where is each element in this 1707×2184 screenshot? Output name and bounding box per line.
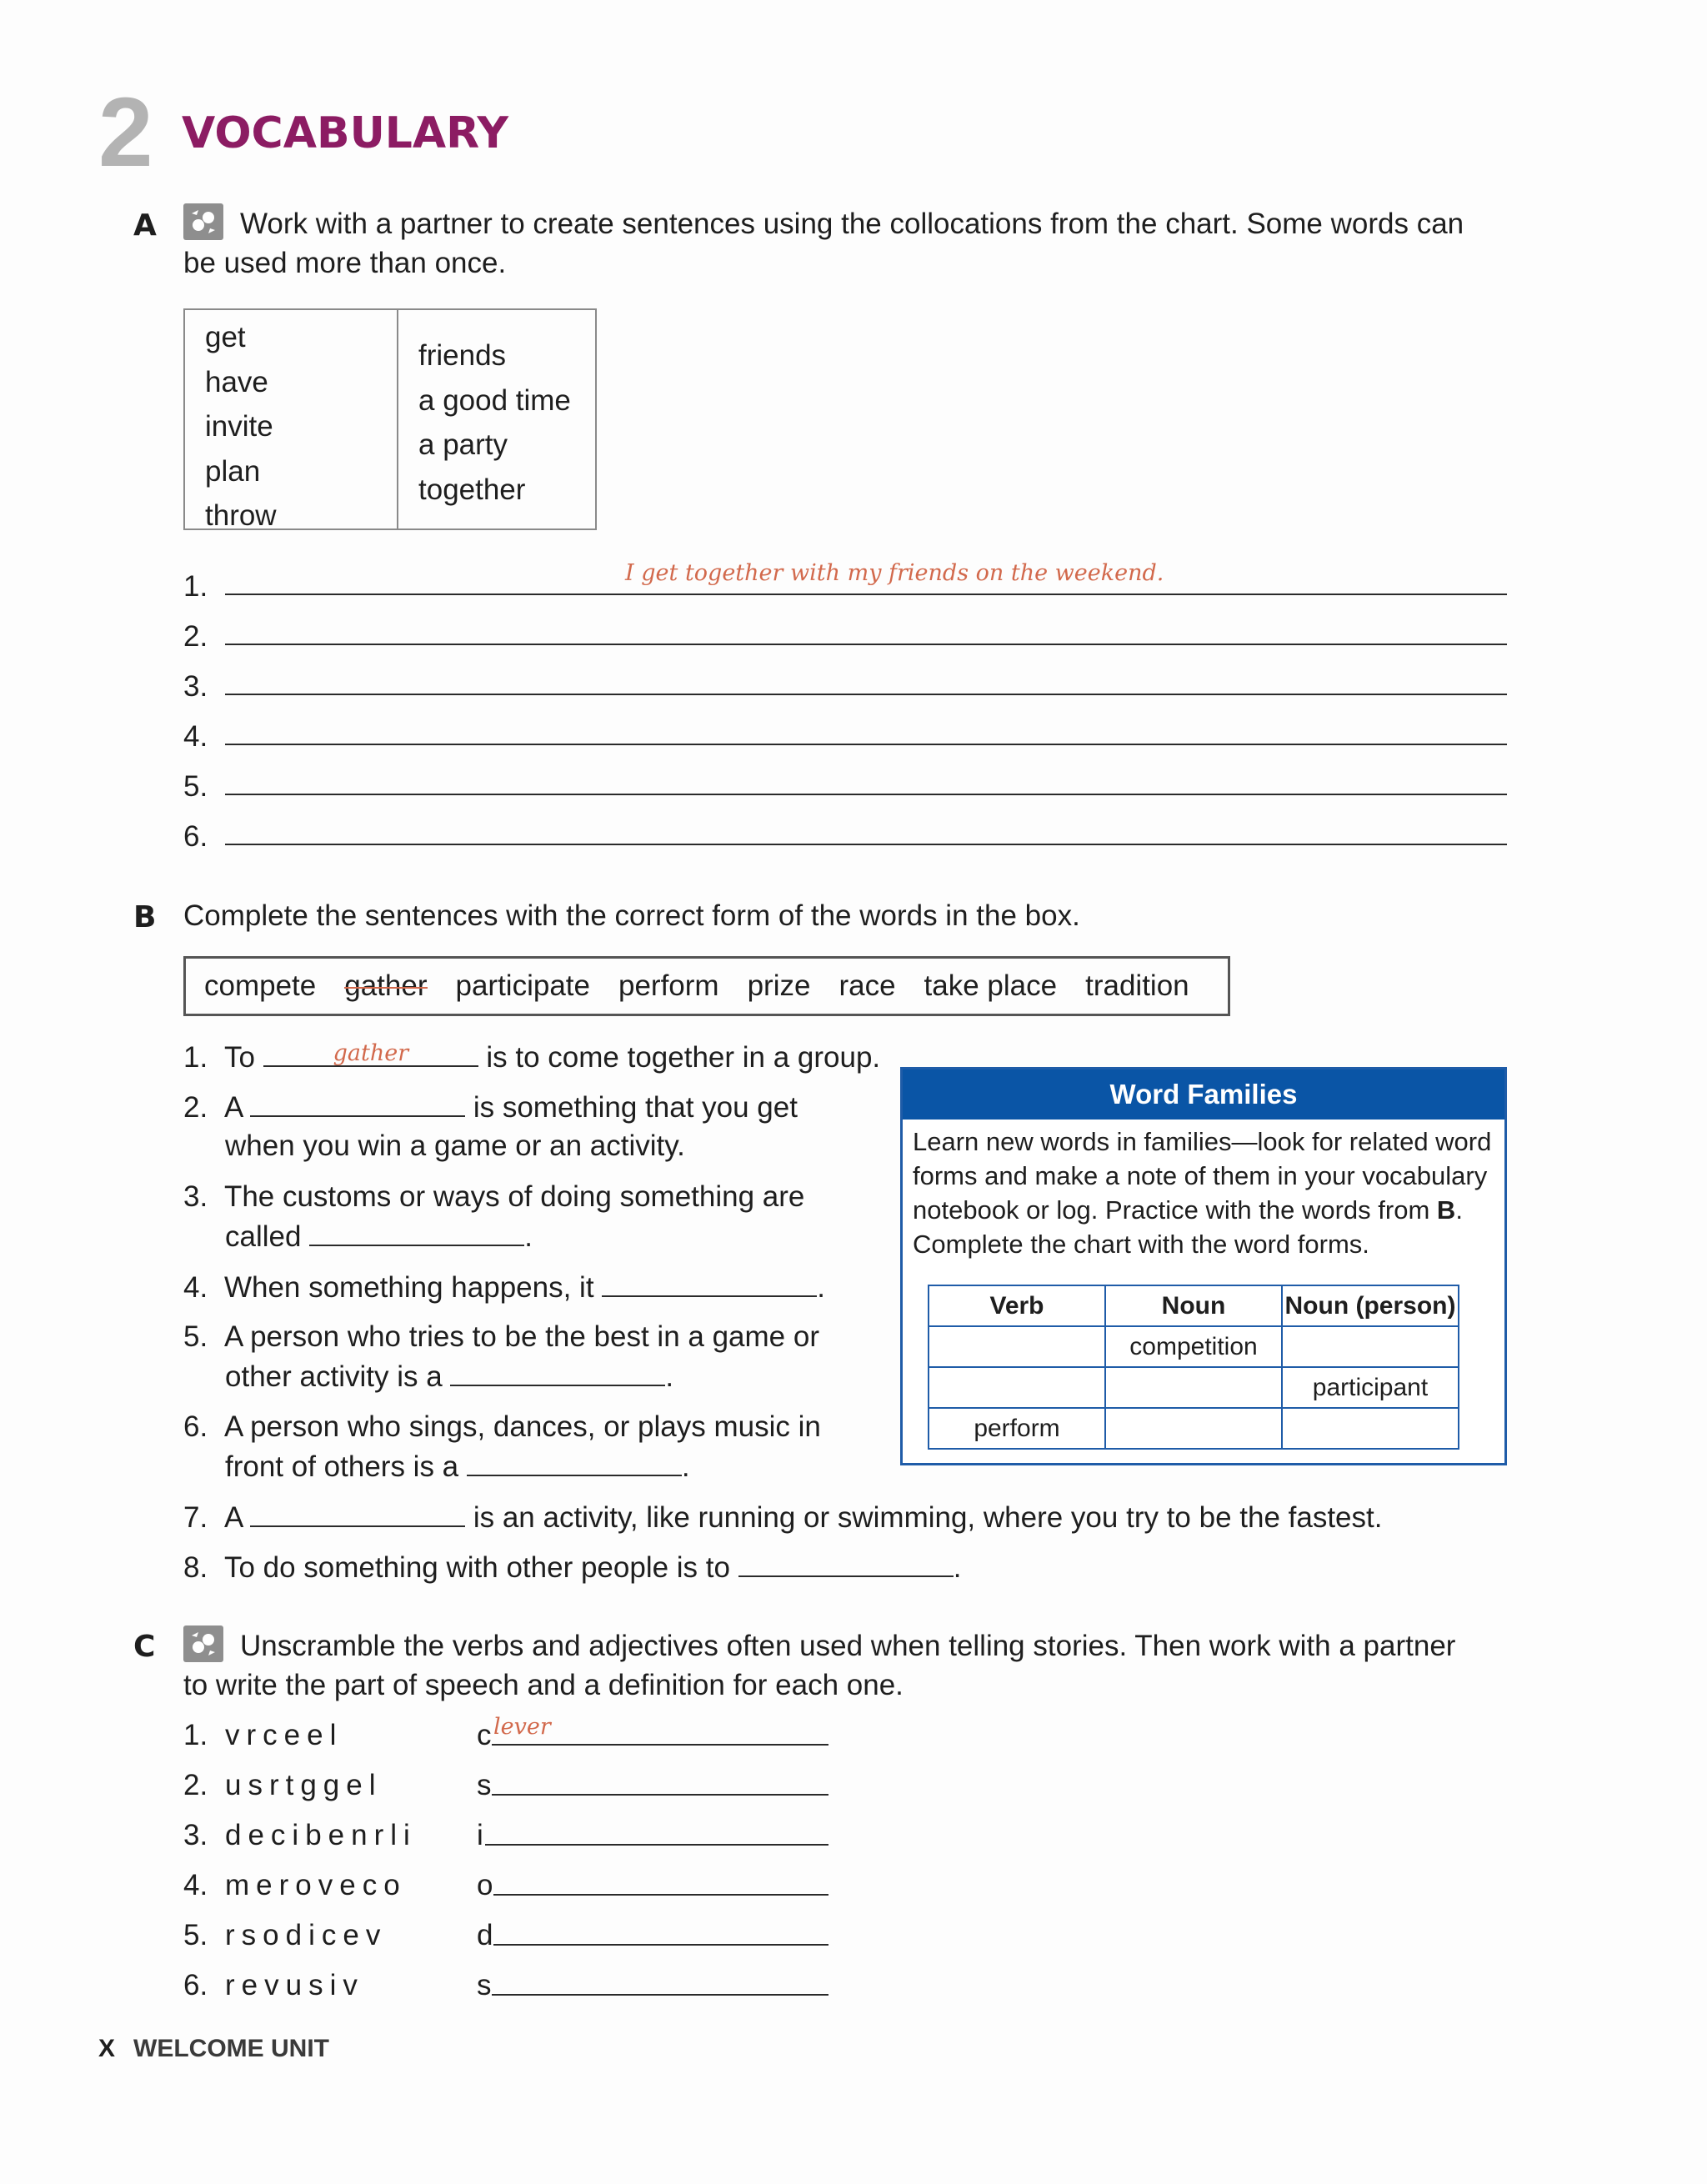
sentence-text: is something that you get bbox=[473, 1091, 798, 1124]
answer-blank[interactable] bbox=[602, 1267, 817, 1297]
word-option: race bbox=[838, 969, 896, 1002]
word-families-title: Word Families bbox=[903, 1069, 1504, 1120]
line-number: 1. bbox=[183, 570, 208, 603]
table-row bbox=[929, 1367, 1459, 1408]
part-a-instruction-line1: Work with a partner to create sentences using the collocations from the chart. Some words can bbox=[240, 208, 1464, 240]
sentence-number: 4. bbox=[183, 1271, 208, 1304]
sentence-text: . bbox=[953, 1551, 962, 1584]
part-c-instruction-line2: to write the part of speech and a definition for each one. bbox=[183, 1669, 904, 1701]
example-answer: I get together with my friends on the weekend. bbox=[625, 560, 1164, 586]
tip-line bbox=[913, 1193, 1494, 1227]
chart-verb: throw bbox=[205, 499, 277, 532]
table-cell[interactable] bbox=[1105, 1367, 1282, 1408]
tip-line: Learn new words in families—look for related word bbox=[913, 1127, 1492, 1156]
answer-line-6[interactable] bbox=[225, 844, 1507, 845]
word-forms-table bbox=[928, 1285, 1459, 1450]
sentence-text: The customs or ways of doing something are bbox=[223, 1180, 805, 1213]
line-number: 3. bbox=[183, 670, 208, 703]
table-cell[interactable] bbox=[929, 1367, 1105, 1408]
scrambled-word: vrceel bbox=[225, 1719, 343, 1751]
sentence-6 bbox=[183, 1407, 821, 1446]
part-c-letter: C bbox=[133, 1630, 156, 1664]
table-cell[interactable] bbox=[1282, 1408, 1459, 1449]
chart-object: together bbox=[418, 473, 526, 506]
answer-blank[interactable] bbox=[738, 1547, 954, 1577]
chart-objects-column bbox=[398, 310, 571, 528]
answer-blank[interactable] bbox=[250, 1497, 465, 1527]
answer-line-3[interactable] bbox=[225, 694, 1507, 695]
sentence-text: . bbox=[681, 1450, 690, 1483]
sentence-text: A person who tries to be the best in a game or bbox=[223, 1320, 819, 1353]
pair-work-icon bbox=[183, 203, 223, 240]
part-a-letter: A bbox=[133, 208, 157, 243]
sentence-2-cont: when you win a game or an activity. bbox=[225, 1130, 685, 1162]
unscramble-answer-line[interactable] bbox=[493, 1944, 828, 1946]
sentence-3 bbox=[183, 1177, 804, 1216]
unscramble-answer-line[interactable] bbox=[492, 1744, 828, 1746]
unscramble-number: 2. bbox=[183, 1769, 208, 1801]
part-a-instruction-line2: be used more than once. bbox=[183, 247, 507, 279]
first-letter: s bbox=[477, 1969, 492, 2001]
unscramble-answer-line[interactable] bbox=[492, 1994, 828, 1996]
word-option: participate bbox=[455, 969, 590, 1002]
unit-name: WELCOME UNIT bbox=[133, 2035, 329, 2062]
page-number: X bbox=[98, 2035, 116, 2062]
sentence-number: 7. bbox=[183, 1501, 208, 1534]
table-cell[interactable] bbox=[1105, 1408, 1282, 1449]
line-number: 5. bbox=[183, 770, 208, 803]
word-option: take place bbox=[924, 969, 1058, 1002]
tip-line: Complete the chart with the word forms. bbox=[913, 1230, 1369, 1259]
unscramble-answer-line[interactable] bbox=[493, 1894, 828, 1896]
word-option: compete bbox=[204, 969, 317, 1002]
sentence-number: 5. bbox=[183, 1320, 208, 1353]
sentence-number: 6. bbox=[183, 1410, 208, 1443]
answer-line-2[interactable] bbox=[225, 644, 1507, 645]
chart-verb: plan bbox=[205, 454, 261, 488]
first-letter: i bbox=[477, 1819, 483, 1851]
answer-blank[interactable] bbox=[309, 1216, 524, 1246]
sentence-text: . bbox=[524, 1220, 533, 1253]
part-b-instruction: Complete the sentences with the correct form of the words in the box. bbox=[183, 899, 1080, 932]
word-families-box bbox=[900, 1067, 1507, 1465]
scrambled-word: decibenrli bbox=[225, 1819, 417, 1851]
first-letter: o bbox=[477, 1869, 493, 1901]
page-footer bbox=[98, 2035, 329, 2063]
tip-text: . bbox=[1455, 1195, 1463, 1225]
handwritten-answer: gather bbox=[333, 1040, 409, 1066]
line-number: 4. bbox=[183, 720, 208, 753]
table-cell[interactable] bbox=[929, 1326, 1105, 1367]
table-cell[interactable] bbox=[1282, 1326, 1459, 1367]
first-letter: d bbox=[477, 1919, 493, 1951]
unscramble-answer-line[interactable] bbox=[485, 1844, 828, 1846]
sentence-2 bbox=[183, 1087, 798, 1127]
sentence-number: 8. bbox=[183, 1551, 208, 1584]
scrambled-word: revusiv bbox=[225, 1969, 364, 2001]
table-row bbox=[929, 1326, 1459, 1367]
answer-blank[interactable] bbox=[250, 1087, 465, 1117]
scrambled-word: rsodicev bbox=[225, 1919, 388, 1951]
collocation-chart bbox=[183, 308, 597, 530]
scrambled-word: usrtggel bbox=[225, 1769, 383, 1801]
sentence-7 bbox=[183, 1497, 1382, 1537]
sentence-4 bbox=[183, 1267, 825, 1307]
chart-verb: invite bbox=[205, 410, 273, 443]
answer-blank[interactable] bbox=[450, 1356, 665, 1386]
chart-verbs-column bbox=[185, 310, 398, 532]
sentence-number: 1. bbox=[183, 1041, 208, 1074]
answer-line-4[interactable] bbox=[225, 744, 1507, 745]
handwritten-answer: lever bbox=[493, 1714, 551, 1740]
unscramble-number: 6. bbox=[183, 1969, 208, 2001]
unscramble-number: 5. bbox=[183, 1919, 208, 1951]
unscramble-number: 1. bbox=[183, 1719, 208, 1751]
chart-object: a party bbox=[418, 428, 508, 461]
line-number: 2. bbox=[183, 620, 208, 653]
sentence-number: 2. bbox=[183, 1091, 208, 1124]
table-header-row bbox=[929, 1285, 1459, 1326]
header-noun-person: Noun (person) bbox=[1282, 1285, 1459, 1326]
pair-work-icon bbox=[183, 1625, 223, 1662]
word-option-crossed: gather bbox=[344, 969, 428, 1002]
sentence-text: A bbox=[223, 1501, 243, 1534]
scrambled-word: meroveco bbox=[225, 1869, 407, 1901]
sentence-text: called bbox=[225, 1220, 302, 1253]
word-box bbox=[183, 956, 1230, 1016]
answer-line-5[interactable] bbox=[225, 794, 1507, 795]
chart-object: a good time bbox=[418, 383, 571, 417]
header-verb: Verb bbox=[929, 1285, 1105, 1326]
header-noun: Noun bbox=[1105, 1285, 1282, 1326]
section-title: VOCABULARY bbox=[182, 108, 509, 158]
section-number: 2 bbox=[98, 78, 150, 188]
word-option: prize bbox=[747, 969, 811, 1002]
answer-blank[interactable] bbox=[467, 1446, 682, 1476]
tip-line: forms and make a note of them in your vocabulary bbox=[913, 1161, 1488, 1190]
sentence-3-cont bbox=[225, 1216, 533, 1256]
part-b-letter: B bbox=[133, 900, 157, 934]
sentence-text: To bbox=[223, 1041, 255, 1074]
chart-verb: have bbox=[205, 365, 268, 398]
table-cell: competition bbox=[1105, 1326, 1282, 1367]
sentence-8 bbox=[183, 1547, 961, 1587]
unscramble-answer-line[interactable] bbox=[492, 1794, 828, 1796]
table-cell: participant bbox=[1282, 1367, 1459, 1408]
unscramble-number: 3. bbox=[183, 1819, 208, 1851]
sentence-text: is an activity, like running or swimming, where you try to be the fastest. bbox=[473, 1501, 1383, 1534]
sentence-text: front of others is a bbox=[225, 1450, 459, 1483]
word-option: perform bbox=[618, 969, 719, 1002]
unscramble-number: 4. bbox=[183, 1869, 208, 1901]
sentence-5 bbox=[183, 1317, 819, 1356]
answer-line-1[interactable] bbox=[225, 594, 1507, 595]
sentence-text: . bbox=[665, 1360, 674, 1393]
chart-verb: get bbox=[205, 321, 246, 353]
sentence-text: When something happens, it bbox=[223, 1271, 594, 1304]
sentence-text: is to come together in a group. bbox=[486, 1041, 881, 1074]
sentence-1 bbox=[183, 1037, 880, 1077]
sentence-text: A person who sings, dances, or plays music in bbox=[223, 1410, 821, 1443]
table-row bbox=[929, 1408, 1459, 1449]
word-families-text bbox=[903, 1120, 1504, 1261]
first-letter: c bbox=[477, 1719, 492, 1751]
sentence-5-cont bbox=[225, 1356, 673, 1396]
sentence-6-cont bbox=[225, 1446, 690, 1486]
line-number: 6. bbox=[183, 820, 208, 853]
first-letter: s bbox=[477, 1769, 492, 1801]
chart-object: friends bbox=[418, 339, 507, 372]
part-c-instruction-line1: Unscramble the verbs and adjectives often used when telling stories. Then work with a partner bbox=[240, 1630, 1456, 1662]
tip-text: notebook or log. Practice with the words from bbox=[913, 1195, 1430, 1225]
tip-bold-letter: B bbox=[1436, 1195, 1456, 1225]
table-cell: perform bbox=[929, 1408, 1105, 1449]
sentence-text: other activity is a bbox=[225, 1360, 443, 1393]
sentence-text: . bbox=[817, 1271, 826, 1304]
answer-blank[interactable] bbox=[263, 1037, 478, 1067]
word-option: tradition bbox=[1085, 969, 1189, 1002]
sentence-text: A bbox=[223, 1091, 243, 1124]
sentence-number: 3. bbox=[183, 1180, 208, 1213]
sentence-text: To do something with other people is to bbox=[223, 1551, 730, 1584]
